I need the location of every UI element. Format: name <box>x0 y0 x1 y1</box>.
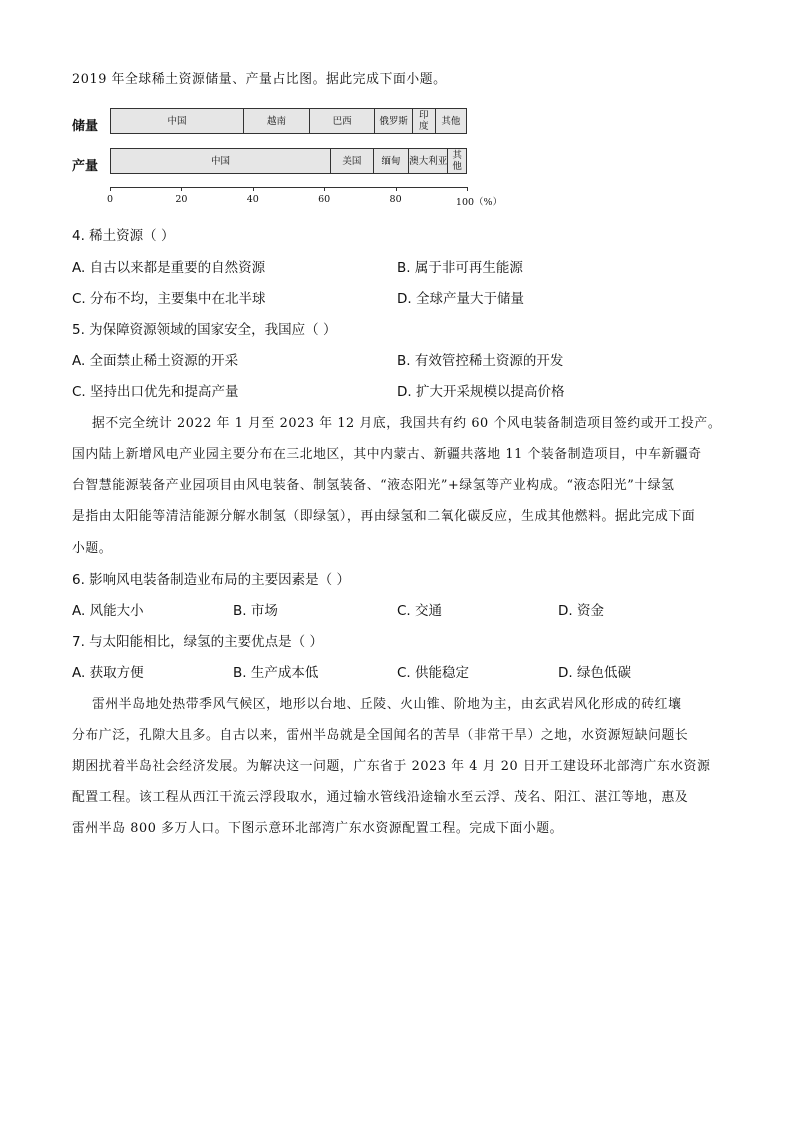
q7-stem: 7. 与太阳能相比，绿氢的主要优点是（ ） <box>72 634 323 650</box>
x-tick <box>396 187 397 191</box>
bar-segment <box>375 109 412 133</box>
q4-option-d[interactable]: D. 全球产量大于储量 <box>397 291 524 307</box>
para2-line: 台智慧能源装备产业园项目由风电装备、制氢装备、“液态阳光”+绿氢等产业构成。“液态阳光”十绿氢 <box>72 478 675 493</box>
segment-label: 越南 <box>266 115 286 127</box>
para3-line: 期困扰着半岛社会经济发展。为解决这一问题，广东省于 2023 年 4 月 20 日开工建设环北部湾广东水资源 <box>72 759 711 774</box>
bar-segment <box>413 109 436 133</box>
x-axis <box>110 187 467 188</box>
bar-segment <box>448 149 466 173</box>
q5-option-b[interactable]: B. 有效管控稀土资源的开发 <box>397 353 564 369</box>
q6-option-a[interactable]: A. 风能大小 <box>72 603 144 619</box>
para2-line: 据不完全统计 2022 年 1 月至 2023 年 12 月底，我国共有约 60 个风电装备制造项目签约或开工投产。 <box>92 416 722 431</box>
q7-option-b[interactable]: B. 生产成本低 <box>233 665 319 681</box>
q6-stem: 6. 影响风电装备制造业布局的主要因素是（ ） <box>72 572 350 588</box>
x-tick-label: 0 <box>106 194 114 205</box>
x-tick <box>253 187 254 191</box>
x-tick-label: 40 <box>246 194 259 205</box>
segment-label: 巴西 <box>332 115 352 127</box>
reserves-bar <box>110 108 467 134</box>
bar-segment <box>436 109 466 133</box>
q7-option-c[interactable]: C. 供能稳定 <box>397 665 470 681</box>
q7-option-a[interactable]: A. 获取方便 <box>72 665 144 681</box>
q6-option-c[interactable]: C. 交通 <box>397 603 443 619</box>
para2-line: 是指由太阳能等清洁能源分解水制氢（即绿氢），再由绿氢和二氧化碳反应，生成其他燃料。据此完成下面 <box>72 509 696 524</box>
bar-segment <box>111 109 244 133</box>
q6-option-d[interactable]: D. 资金 <box>558 603 604 619</box>
x-tick <box>324 187 325 191</box>
para3-line: 雷州半岛 800 多万人口。下图示意环北部湾广东水资源配置工程。完成下面小题。 <box>72 821 564 836</box>
para2-line: 国内陆上新增风电产业园主要分布在三北地区，其中内蒙古、新疆共落地 11 个装备制造项目，中车新疆奇 <box>72 447 702 462</box>
x-tick-label: 80 <box>389 194 402 205</box>
segment-label: 俄罗斯 <box>379 115 408 127</box>
segment-label: 印 度 <box>419 110 429 132</box>
bar-segment <box>244 109 310 133</box>
q4-option-a[interactable]: A. 自古以来都是重要的自然资源 <box>72 260 266 276</box>
segment-label: 缅甸 <box>381 155 401 167</box>
para3-line: 雷州半岛地处热带季风气候区，地形以台地、丘陵、火山锥、阶地为主，由玄武岩风化形成的砖红壤 <box>92 697 682 712</box>
segment-label: 中国 <box>211 155 231 167</box>
q4-option-c[interactable]: C. 分布不均，主要集中在北半球 <box>72 291 266 307</box>
q6-option-b[interactable]: B. 市场 <box>233 603 278 619</box>
q4-option-b[interactable]: B. 属于非可再生能源 <box>397 260 523 276</box>
para3-line: 分布广泛，孔隙大且多。自古以来，雷州半岛就是全国闻名的苦旱（非常干旱）之地，水资源短缺问题长 <box>72 728 689 743</box>
bar-segment <box>331 149 374 173</box>
q4-stem: 4. 稀土资源（ ） <box>72 228 175 244</box>
rare-earth-chart <box>72 100 502 210</box>
bar-segment <box>111 149 331 173</box>
para3-line: 配置工程。该工程从西江干流云浮段取水，通过输水管线沿途输水至云浮、茂名、阳江、湛江等地，惠及 <box>72 790 689 805</box>
production-bar <box>110 148 467 174</box>
x-tick <box>467 187 468 191</box>
bar-segment <box>409 149 448 173</box>
bar-segment <box>374 149 410 173</box>
x-tick-label: 60 <box>318 194 331 205</box>
q7-option-d[interactable]: D. 绿色低碳 <box>558 665 631 681</box>
q5-option-a[interactable]: A. 全面禁止稀土资源的开采 <box>72 353 239 369</box>
q5-stem: 5. 为保障资源领域的国家安全，我国应（ ） <box>72 322 337 338</box>
x-tick-label: 100（%） <box>455 197 503 208</box>
chart-intro: 2019 年全球稀土资源储量、产量占比图。据此完成下面小题。 <box>72 72 447 87</box>
row-label-reserves: 储量 <box>72 119 99 134</box>
q5-option-c[interactable]: C. 坚持出口优先和提高产量 <box>72 384 239 400</box>
row-label-production: 产量 <box>72 159 99 174</box>
bar-segment <box>310 109 376 133</box>
segment-label: 中国 <box>167 115 187 127</box>
segment-label: 其 他 <box>452 150 462 172</box>
segment-label: 其他 <box>441 115 461 127</box>
segment-label: 澳大利亚 <box>409 155 448 167</box>
x-tick <box>110 187 111 191</box>
segment-label: 美国 <box>342 155 362 167</box>
x-tick-label: 20 <box>175 194 188 205</box>
x-tick <box>181 187 182 191</box>
para2-line: 小题。 <box>72 541 113 556</box>
q5-option-d[interactable]: D. 扩大开采规模以提高价格 <box>397 384 565 400</box>
